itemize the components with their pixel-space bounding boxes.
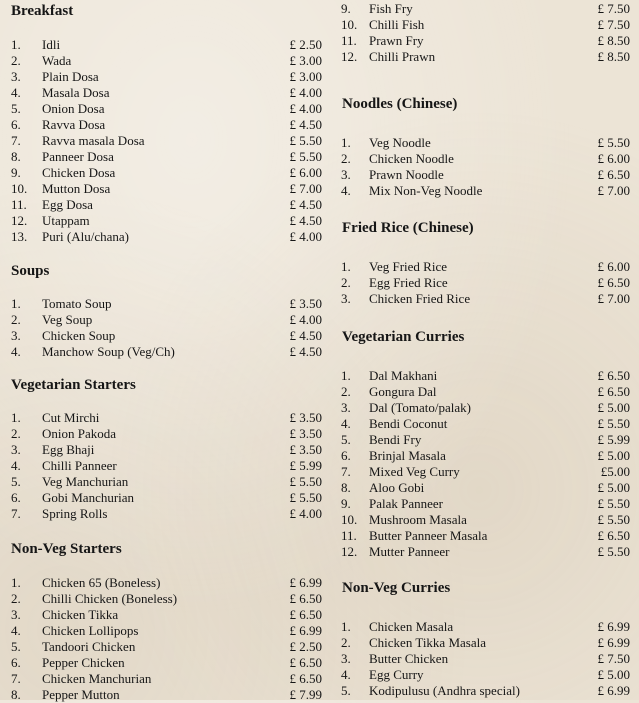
item-name: Mix Non-Veg Noodle — [369, 183, 483, 198]
menu-item — [330, 400, 639, 416]
menu-item — [0, 458, 330, 474]
item-name: Gobi Manchurian — [42, 490, 135, 505]
menu-item — [0, 133, 330, 149]
item-name: Chilli Prawn — [369, 49, 436, 64]
menu-item — [330, 291, 639, 307]
menu-item — [0, 623, 330, 639]
item-name: Butter Chicken — [369, 651, 449, 666]
menu-item — [0, 312, 330, 328]
menu-item — [330, 49, 639, 65]
item-number: 2. — [11, 591, 21, 606]
item-number: 4. — [341, 183, 351, 198]
item-price: £ 4.50 — [289, 328, 322, 343]
item-name: Onion Dosa — [42, 101, 105, 116]
menu-item — [330, 151, 639, 167]
item-number: 5. — [341, 683, 351, 698]
item-number: 7. — [341, 464, 351, 479]
menu-item — [0, 296, 330, 312]
menu-item — [0, 655, 330, 671]
section-title: Vegetarian Starters — [11, 377, 136, 393]
menu-item — [330, 167, 639, 183]
item-name: Dal Makhani — [369, 368, 438, 383]
item-price: £ 6.50 — [597, 384, 630, 399]
item-price: £ 5.50 — [597, 512, 630, 527]
item-number: 11. — [11, 197, 27, 212]
item-price: £ 6.50 — [289, 671, 322, 686]
item-price: £ 4.50 — [289, 117, 322, 132]
menu-item — [0, 490, 330, 506]
item-price: £ 5.50 — [289, 133, 322, 148]
item-price: £ 5.00 — [597, 667, 630, 682]
item-number: 6. — [11, 655, 21, 670]
item-number: 5. — [11, 639, 21, 654]
item-name: Onion Pakoda — [42, 426, 117, 441]
item-number: 12. — [341, 49, 358, 64]
item-number: 4. — [11, 458, 21, 473]
section-title: Noodles (Chinese) — [342, 96, 458, 112]
item-number: 5. — [11, 101, 21, 116]
item-price: £ 5.00 — [597, 448, 630, 463]
item-number: 1. — [341, 368, 351, 383]
item-number: 12. — [341, 544, 358, 559]
item-name: Chilli Panneer — [42, 458, 117, 473]
item-name: Spring Rolls — [42, 506, 108, 521]
menu-item — [0, 101, 330, 117]
item-number: 3. — [341, 651, 351, 666]
menu-item — [330, 448, 639, 464]
section-title: Breakfast — [11, 3, 74, 19]
menu-item — [0, 671, 330, 687]
menu-item — [0, 117, 330, 133]
menu-item — [0, 53, 330, 69]
item-name: Gongura Dal — [369, 384, 437, 399]
item-price: £ 6.50 — [597, 368, 630, 383]
item-name: Ravva Dosa — [42, 117, 106, 132]
item-name: Brinjal Masala — [369, 448, 446, 463]
item-name: Masala Dosa — [42, 85, 110, 100]
item-name: Idli — [42, 37, 61, 52]
item-price: £ 5.50 — [597, 416, 630, 431]
menu-item — [0, 229, 330, 245]
item-number: 4. — [11, 623, 21, 638]
item-name: Cut Mirchi — [42, 410, 100, 425]
menu-item — [330, 33, 639, 49]
item-price: £ 6.00 — [289, 165, 322, 180]
item-name: Veg Noodle — [369, 135, 431, 150]
item-price: £ 6.50 — [289, 591, 322, 606]
item-number: 2. — [341, 635, 351, 650]
item-number: 10. — [341, 512, 358, 527]
item-number: 7. — [11, 671, 21, 686]
item-name: Manchow Soup (Veg/Ch) — [42, 344, 175, 359]
item-number: 2. — [341, 275, 351, 290]
item-number: 13. — [11, 229, 28, 244]
item-number: 6. — [11, 117, 21, 132]
item-name: Chilli Fish — [369, 17, 425, 32]
item-price: £ 5.99 — [597, 432, 630, 447]
item-name: Egg Fried Rice — [369, 275, 448, 290]
item-price: £ 4.00 — [289, 229, 322, 244]
menu-item — [330, 384, 639, 400]
menu-item — [330, 619, 639, 635]
item-price: £ 6.00 — [597, 259, 630, 274]
menu-item — [0, 575, 330, 591]
menu-item — [0, 69, 330, 85]
item-name: Wada — [42, 53, 72, 68]
menu-item — [0, 506, 330, 522]
item-number: 3. — [11, 607, 21, 622]
item-number: 9. — [341, 1, 351, 16]
menu-item — [0, 165, 330, 181]
menu-item — [0, 197, 330, 213]
item-number: 11. — [341, 33, 357, 48]
item-name: Egg Bhaji — [42, 442, 95, 457]
item-name: Chilli Chicken (Boneless) — [42, 591, 178, 606]
item-name: Veg Fried Rice — [369, 259, 447, 274]
item-number: 12. — [11, 213, 28, 228]
item-name: Palak Panneer — [369, 496, 444, 511]
item-name: Fish Fry — [369, 1, 413, 16]
item-price: £ 4.50 — [289, 197, 322, 212]
item-number: 10. — [11, 181, 28, 196]
menu-item — [330, 259, 639, 275]
item-name: Chicken Masala — [369, 619, 454, 634]
menu-item — [0, 328, 330, 344]
menu-item — [330, 496, 639, 512]
item-name: Veg Manchurian — [42, 474, 129, 489]
item-number: 5. — [11, 474, 21, 489]
item-number: 8. — [341, 480, 351, 495]
item-number: 7. — [11, 506, 21, 521]
item-price: £ 4.50 — [289, 344, 322, 359]
item-name: Pepper Mutton — [42, 687, 120, 702]
item-number: 2. — [341, 384, 351, 399]
item-price: £ 4.00 — [289, 506, 322, 521]
item-name: Egg Curry — [369, 667, 424, 682]
item-number: 6. — [341, 448, 351, 463]
item-number: 1. — [11, 296, 21, 311]
item-number: 2. — [11, 312, 21, 327]
menu-item — [0, 149, 330, 165]
item-number: 4. — [341, 416, 351, 431]
item-number: 1. — [11, 410, 21, 425]
item-price: £ 5.50 — [597, 135, 630, 150]
menu-item — [0, 639, 330, 655]
menu-item — [0, 37, 330, 53]
item-name: Prawn Fry — [369, 33, 424, 48]
item-name: Bendi Coconut — [369, 416, 448, 431]
item-name: Veg Soup — [42, 312, 93, 327]
item-price: £ 5.99 — [289, 458, 322, 473]
menu-item — [330, 1, 639, 17]
item-price: £ 7.50 — [597, 17, 630, 32]
item-name: Chicken 65 (Boneless) — [42, 575, 161, 590]
item-number: 11. — [341, 528, 357, 543]
item-number: 1. — [341, 259, 351, 274]
item-number: 9. — [341, 496, 351, 511]
item-name: Chicken Lollipops — [42, 623, 139, 638]
item-name: Chicken Fried Rice — [369, 291, 471, 306]
item-name: Plain Dosa — [42, 69, 99, 84]
item-number: 8. — [11, 687, 21, 702]
item-price: £ 7.00 — [597, 291, 630, 306]
menu-item — [0, 442, 330, 458]
section-title: Non-Veg Curries — [342, 580, 451, 596]
menu-item — [0, 591, 330, 607]
item-name: Aloo Gobi — [369, 480, 425, 495]
item-price: £ 5.50 — [597, 544, 630, 559]
item-name: Mixed Veg Curry — [369, 464, 460, 479]
item-name: Utappam — [42, 213, 90, 228]
item-price: £ 6.99 — [597, 635, 630, 650]
menu-item — [330, 17, 639, 33]
menu-item — [330, 275, 639, 291]
item-price: £ 6.00 — [597, 151, 630, 166]
item-name: Mushroom Masala — [369, 512, 467, 527]
section-title: Soups — [11, 263, 50, 279]
item-number: 5. — [341, 432, 351, 447]
menu-item — [330, 635, 639, 651]
item-price: £ 7.00 — [289, 181, 322, 196]
menu-item — [330, 416, 639, 432]
item-name: Bendi Fry — [369, 432, 422, 447]
menu-item — [330, 544, 639, 560]
item-name: Chicken Manchurian — [42, 671, 152, 686]
menu-item — [330, 183, 639, 199]
item-price: £ 5.00 — [597, 480, 630, 495]
item-name: Pepper Chicken — [42, 655, 125, 670]
item-price: £ 7.50 — [597, 1, 630, 16]
item-number: 3. — [11, 442, 21, 457]
item-number: 1. — [341, 619, 351, 634]
menu-item — [0, 607, 330, 623]
item-price: £ 6.99 — [289, 623, 322, 638]
item-name: Puri (Alu/chana) — [42, 229, 130, 244]
item-price: £5.00 — [600, 464, 630, 479]
menu-item — [330, 512, 639, 528]
menu-item — [330, 683, 639, 699]
item-name: Egg Dosa — [42, 197, 93, 212]
section-title: Fried Rice (Chinese) — [342, 220, 474, 236]
item-price: £ 4.00 — [289, 85, 322, 100]
item-number: 1. — [11, 37, 21, 52]
item-number: 4. — [341, 667, 351, 682]
menu-item — [330, 528, 639, 544]
item-number: 7. — [11, 133, 21, 148]
item-number: 3. — [11, 328, 21, 343]
menu-item — [330, 368, 639, 384]
item-price: £ 7.00 — [597, 183, 630, 198]
item-name: Kodipulusu (Andhra special) — [369, 683, 520, 698]
item-number: 3. — [341, 400, 351, 415]
item-name: Mutter Panneer — [369, 544, 450, 559]
item-price: £ 2.50 — [289, 37, 322, 52]
item-price: £ 5.50 — [597, 496, 630, 511]
item-price: £ 6.50 — [597, 528, 630, 543]
item-price: £ 5.00 — [597, 400, 630, 415]
item-price: £ 8.50 — [597, 33, 630, 48]
item-number: 3. — [11, 69, 21, 84]
item-name: Tomato Soup — [42, 296, 112, 311]
menu-item — [0, 213, 330, 229]
section-title: Non-Veg Starters — [11, 541, 122, 557]
item-number: 2. — [11, 426, 21, 441]
item-price: £ 6.99 — [289, 575, 322, 590]
item-name: Prawn Noodle — [369, 167, 444, 182]
item-number: 6. — [11, 490, 21, 505]
item-price: £ 3.50 — [289, 442, 322, 457]
item-price: £ 8.50 — [597, 49, 630, 64]
item-name: Mutton Dosa — [42, 181, 111, 196]
menu-item — [330, 464, 639, 480]
item-name: Ravva masala Dosa — [42, 133, 145, 148]
item-name: Chicken Tikka Masala — [369, 635, 486, 650]
item-name: Chicken Tikka — [42, 607, 119, 622]
menu-item — [0, 426, 330, 442]
item-price: £ 4.00 — [289, 101, 322, 116]
item-number: 1. — [11, 575, 21, 590]
item-price: £ 2.50 — [289, 639, 322, 654]
item-price: £ 3.00 — [289, 53, 322, 68]
item-name: Dal (Tomato/palak) — [369, 400, 471, 415]
menu-item — [0, 410, 330, 426]
item-name: Butter Panneer Masala — [369, 528, 488, 543]
item-price: £ 5.50 — [289, 490, 322, 505]
section-title: Vegetarian Curries — [342, 329, 465, 345]
menu-item — [330, 432, 639, 448]
item-name: Tandoori Chicken — [42, 639, 136, 654]
item-number: 3. — [341, 291, 351, 306]
item-price: £ 6.50 — [289, 607, 322, 622]
item-number: 1. — [341, 135, 351, 150]
item-name: Panneer Dosa — [42, 149, 114, 164]
menu-item — [0, 474, 330, 490]
item-number: 4. — [11, 344, 21, 359]
menu-item — [330, 651, 639, 667]
item-number: 8. — [11, 149, 21, 164]
item-price: £ 7.50 — [597, 651, 630, 666]
item-price: £ 4.00 — [289, 312, 322, 327]
item-price: £ 4.50 — [289, 213, 322, 228]
item-price: £ 3.50 — [289, 410, 322, 425]
item-price: £ 6.50 — [289, 655, 322, 670]
item-price: £ 6.50 — [597, 275, 630, 290]
item-price: £ 6.50 — [597, 167, 630, 182]
item-price: £ 6.99 — [597, 619, 630, 634]
menu-item — [0, 181, 330, 197]
menu-item — [0, 687, 330, 703]
item-number: 3. — [341, 167, 351, 182]
item-price: £ 5.50 — [289, 149, 322, 164]
item-name: Chicken Noodle — [369, 151, 454, 166]
item-number: 2. — [11, 53, 21, 68]
item-number: 4. — [11, 85, 21, 100]
menu-item — [0, 85, 330, 101]
item-number: 9. — [11, 165, 21, 180]
item-price: £ 5.50 — [289, 474, 322, 489]
item-price: £ 3.50 — [289, 426, 322, 441]
item-name: Chicken Dosa — [42, 165, 116, 180]
item-number: 2. — [341, 151, 351, 166]
menu-item — [330, 135, 639, 151]
menu-item — [330, 667, 639, 683]
item-price: £ 3.00 — [289, 69, 322, 84]
item-price: £ 6.99 — [597, 683, 630, 698]
item-price: £ 3.50 — [289, 296, 322, 311]
menu-item — [330, 480, 639, 496]
item-number: 10. — [341, 17, 358, 32]
item-name: Chicken Soup — [42, 328, 116, 343]
menu-item — [0, 344, 330, 360]
item-price: £ 7.99 — [289, 687, 322, 702]
